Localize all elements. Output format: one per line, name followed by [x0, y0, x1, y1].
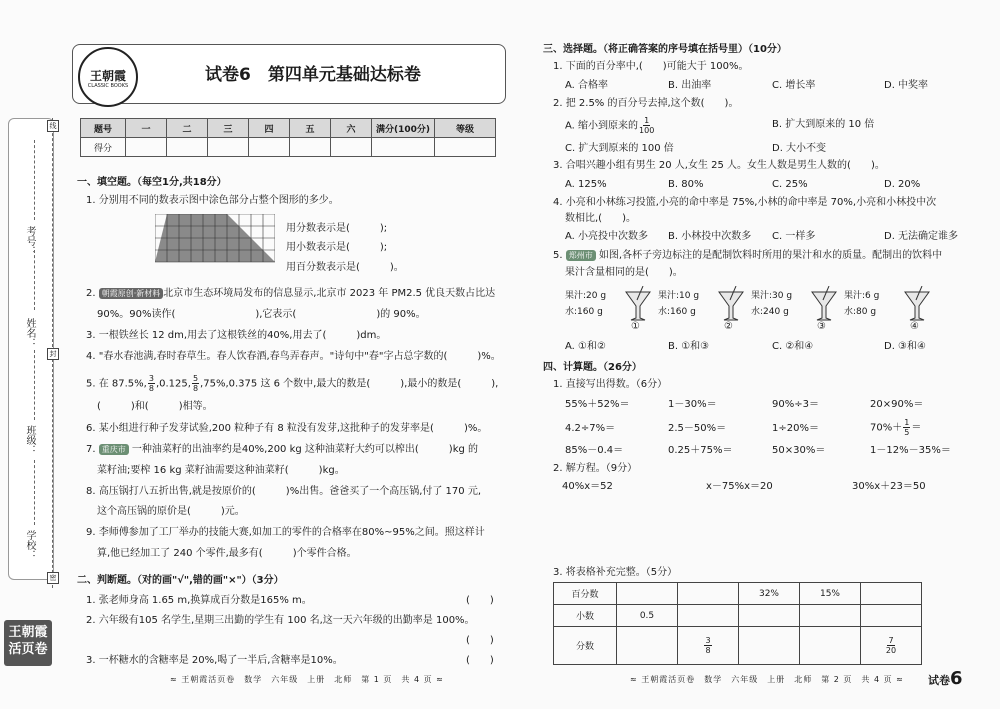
s1-q3: 3. 一根铁丝长 12 dm,用去了这根铁丝的40%,用去了( )dm。	[86, 330, 387, 341]
score-cell[interactable]	[208, 138, 249, 157]
s3-q4-line1: 4. 小亮和小林练习投篮,小亮的命中率是 75%,小林的命中率是 70%,小亮和小林投中次	[553, 197, 937, 208]
s1-q7-line2: 菜籽油;要榨 16 kg 菜籽油需要这种油菜籽( )kg。	[97, 465, 345, 476]
score-cell[interactable]	[167, 138, 208, 157]
score-cell[interactable]	[372, 138, 435, 157]
denominator: 5	[904, 428, 910, 437]
calc-item	[870, 418, 921, 437]
s3-q5-line1: 5. 郑州市 如图,各杯子旁边标注的是配制饮料时所用的果汁和水的质量。配制出的饮料中	[553, 250, 943, 261]
source-badge: 朝霞原创·新材料	[99, 288, 164, 299]
source-badge: 郑州市	[566, 250, 596, 261]
score-cell[interactable]	[249, 138, 290, 157]
table-row-label: 小数	[554, 605, 617, 627]
calc-item: 0.25＋75%＝	[668, 445, 733, 456]
cup-juice-label: 果汁:30 g	[751, 291, 793, 301]
table-cell[interactable]	[739, 605, 800, 627]
calc-item: 20×90%＝	[870, 399, 924, 410]
denominator: 8	[705, 646, 711, 655]
s1-q2-line1: 2. 朝霞原创·新材料 北京市生态环境局发布的信息显示,北京市 2023 年 PM2.5 优良天数占比达	[86, 288, 496, 299]
s1-q7-line1: 7. 重庆市 一种油菜籽的出油率约是40%,200 kg 这种油菜籽大约可以榨出( )kg 的	[86, 444, 479, 455]
s3-q2-option[interactable]: B. 扩大到原来的 10 倍	[772, 119, 875, 130]
cup-number: ②	[724, 321, 733, 332]
cup-juice-label: 果汁:20 g	[565, 291, 607, 301]
s1-q1: 1. 分别用不同的数表示图中涂色部分占整个图形的多少。	[86, 195, 339, 206]
calc-item: 85%－0.4＝	[565, 445, 624, 456]
s3-q2-option[interactable]: C. 扩大到原来的 100 倍	[565, 143, 674, 154]
line-marker: 线	[47, 120, 59, 132]
equation: x－75%x＝20	[706, 481, 773, 492]
s3-q3: 3. 合唱兴趣小组有男生 20 人,女生 25 人。女生人数是男生人数的( )。	[553, 160, 885, 171]
table-cell	[861, 627, 922, 665]
cup-number: ④	[910, 321, 919, 332]
page-title: 试卷6 第四单元基础达标卷	[205, 65, 421, 85]
s3-q5-line2: 果汁含量相同的是( )。	[565, 267, 683, 278]
footer-left: ≈ 王朝霞活页卷 数学 六年级 上册 北师 第 1 页 共 4 页 ≈	[170, 675, 444, 684]
cup-icon	[809, 286, 839, 322]
score-header: 六	[331, 119, 372, 138]
numerator: 5	[192, 374, 199, 383]
seal-marker: 封	[47, 348, 59, 360]
field-exam-number: 考号：	[24, 226, 35, 256]
s2-q3-answer[interactable]: ( )	[466, 655, 494, 666]
s1-q4: 4. "春水春池满,春时春草生。春人饮春酒,春鸟弄春声。"诗句中"春"字占总字数的( )%。	[86, 351, 501, 362]
fraction	[704, 636, 711, 655]
score-table	[80, 118, 496, 157]
score-header: 三	[208, 119, 249, 138]
numerator: 7	[888, 636, 894, 645]
s3-q1-option[interactable]: A. 合格率	[565, 80, 609, 91]
calc-item: 90%÷3＝	[772, 399, 819, 410]
s1-q1-fraction: 用分数表示是( );	[286, 223, 388, 234]
s3-q4-line2: 数相比,( )。	[565, 213, 636, 224]
score-cell[interactable]	[331, 138, 372, 157]
s3-q3-option[interactable]: C. 25%	[772, 179, 808, 190]
section-2-title: 二、判断题。（对的画"√",错的画"×"）（3分）	[77, 575, 284, 586]
s1-q5-text: ,75%,0.375 这 6 个数中,最大的数是( ),最小的数是( ),	[200, 378, 499, 390]
logo-text: 王朝霞	[89, 69, 126, 83]
s3-q4-option[interactable]: A. 小亮投中次数多	[565, 231, 649, 242]
s3-q3-option[interactable]: A. 125%	[565, 179, 607, 190]
cup-water-label: 水:80 g	[844, 307, 877, 317]
calc-item: 1－30%＝	[668, 399, 717, 410]
s2-q2-answer[interactable]: ( )	[466, 635, 494, 646]
score-cell[interactable]	[435, 138, 496, 157]
s1-q2-line2: 90%。90%读作( ),它表示( )的 90%。	[97, 309, 426, 320]
denominator: 100	[639, 126, 655, 135]
table-row-label: 分数	[554, 627, 617, 665]
section-4-title: 四、计算题。（26分）	[543, 362, 642, 373]
numerator: 3	[148, 374, 154, 383]
fraction	[639, 116, 654, 135]
s3-q1: 1. 下面的百分率中,( )可能大于 100%。	[553, 61, 749, 72]
table-cell: 32%	[739, 583, 800, 605]
paper-tag-text: 试卷	[928, 674, 950, 687]
table-cell[interactable]	[739, 627, 800, 665]
s3-q1-option[interactable]: C. 增长率	[772, 80, 816, 91]
s1-q5-line1	[86, 374, 498, 393]
table-row-label: 百分数	[554, 583, 617, 605]
s3-q4-option[interactable]: C. 一样多	[772, 231, 816, 242]
s1-q8-line2: 这个高压锅的原价是( )元。	[97, 506, 245, 517]
blank-line-3	[34, 350, 35, 420]
grid-figure	[155, 214, 275, 274]
source-badge: 重庆市	[99, 444, 129, 455]
blank-line-1	[34, 140, 35, 220]
brand-line-1: 王朝霞	[8, 625, 48, 640]
tear-marker: 密	[47, 572, 59, 584]
table-cell: 0.5	[617, 605, 678, 627]
field-name: 姓名：	[24, 318, 35, 348]
field-school: 学校：	[24, 530, 35, 560]
fraction	[903, 418, 910, 437]
s1-q8-line1: 8. 高压锅打八五折出售,就是按原价的( )%出售。爸爸买了一个高压锅,付了 170 元,	[86, 486, 482, 497]
table-cell: 15%	[800, 583, 861, 605]
calc-item: 55%＋52%＝	[565, 399, 630, 410]
logo-subtext: CLASSIC BOOKS	[87, 83, 129, 89]
score-header: 五	[290, 119, 331, 138]
cup-icon	[902, 286, 932, 322]
s4-sub2: 2. 解方程。（9分）	[553, 463, 638, 474]
blank-line-2	[34, 250, 35, 310]
denominator: 20	[885, 646, 897, 655]
s1-q6: 6. 某小组进行种子发芽试验,200 粒种子有 8 粒没有发芽,这批种子的发芽率是( )%。	[86, 423, 488, 434]
numerator: 1	[644, 116, 650, 125]
score-cell[interactable]	[126, 138, 167, 157]
s1-q5-line2: ( )和( )相等。	[97, 401, 213, 412]
table-cell[interactable]	[678, 583, 739, 605]
calc-item: 50×30%＝	[772, 445, 826, 456]
score-header: 等级	[435, 119, 496, 138]
numerator: 3	[705, 636, 711, 645]
s2-q2: 2. 六年级有105 名学生,星期三出勤的学生有 100 名,这一天六年级的出勤率是 100%。	[86, 615, 475, 626]
s3-q2-option[interactable]	[565, 116, 655, 135]
fraction	[886, 636, 896, 655]
field-class: 班级：	[24, 425, 35, 455]
paper-tag-number: 6	[950, 668, 963, 689]
table-cell[interactable]	[678, 605, 739, 627]
s3-q4-option[interactable]: B. 小林投中次数多	[668, 231, 752, 242]
equation: 30%x＋23＝50	[852, 481, 926, 492]
score-row-label: 得分	[81, 138, 126, 157]
calc-item: 1÷20%＝	[772, 423, 819, 434]
calc-item: 4.2÷7%＝	[565, 423, 616, 434]
numerator: 1	[904, 418, 910, 427]
cup-juice-label: 果汁:6 g	[844, 291, 880, 301]
complete-table	[553, 582, 922, 665]
blank-line-4	[34, 460, 35, 525]
s3-q2-a-text: A. 缩小到原来的	[565, 120, 639, 132]
table-cell[interactable]	[617, 583, 678, 605]
denominator: 8	[148, 384, 154, 393]
cup-number: ③	[817, 321, 826, 332]
score-cell[interactable]	[290, 138, 331, 157]
s3-q2-option[interactable]: D. 大小不变	[772, 143, 827, 154]
s1-q1-decimal: 用小数表示是( );	[286, 242, 388, 253]
score-header: 题号	[81, 119, 126, 138]
s1-q7-text: 一种油菜籽的出油率约是40%,200 kg 这种油菜籽大约可以榨出( )kg 的	[131, 444, 479, 455]
table-cell[interactable]	[617, 627, 678, 665]
s1-q5-text: ,0.125,	[155, 378, 191, 390]
calc-item: 1－12%－35%＝	[870, 445, 951, 456]
footer-right: ≈ 王朝霞活页卷 数学 六年级 上册 北师 第 2 页 共 4 页 ≈	[630, 675, 904, 684]
s3-q5-option[interactable]: D. ③和④	[884, 341, 926, 352]
table-cell	[678, 627, 739, 665]
s4-sub3: 3. 将表格补充完整。（5分）	[553, 567, 678, 578]
s3-q5-option[interactable]: C. ②和④	[772, 341, 814, 352]
s3-q3-option[interactable]: B. 80%	[668, 179, 704, 190]
score-header: 一	[126, 119, 167, 138]
table-cell[interactable]	[861, 605, 922, 627]
calc-text: 70%＋	[870, 422, 903, 434]
cup-water-label: 水:160 g	[565, 307, 603, 317]
s2-q1: 1. 张老师身高 1.65 m,换算成百分数是165% m。	[86, 595, 312, 606]
s3-q1-option[interactable]: D. 中奖率	[884, 80, 929, 91]
calc-item: 2.5－50%＝	[668, 423, 727, 434]
s1-q1-percent: 用百分数表示是( )。	[286, 262, 404, 273]
calc-text: ＝	[911, 422, 922, 434]
score-header: 满分(100分)	[372, 119, 435, 138]
brand-tag	[4, 620, 52, 666]
s1-q9-line2: 算,他已经加工了 240 个零件,最多有( )个零件合格。	[97, 548, 357, 559]
s1-q5-text: 5. 在 87.5%,	[86, 378, 147, 390]
section-3-title: 三、选择题。（将正确答案的序号填在括号里）（10分）	[543, 44, 787, 55]
table-cell[interactable]	[800, 627, 861, 665]
cup-number: ①	[631, 321, 640, 332]
s3-q5-option[interactable]: B. ①和③	[668, 341, 710, 352]
s3-q1-option[interactable]: B. 出油率	[668, 80, 712, 91]
cup-water-label: 水:160 g	[658, 307, 696, 317]
denominator: 8	[192, 384, 199, 393]
cup-water-label: 水:240 g	[751, 307, 789, 317]
s1-q2-text: 北京市生态环境局发布的信息显示,北京市 2023 年 PM2.5 优良天数占比达	[163, 288, 496, 299]
s3-q3-option[interactable]: D. 20%	[884, 179, 921, 190]
s4-sub1: 1. 直接写出得数。（6分）	[553, 379, 668, 390]
score-header: 二	[167, 119, 208, 138]
paper-tag	[928, 668, 963, 689]
fraction	[192, 374, 199, 393]
fraction	[148, 374, 155, 393]
cup-juice-label: 果汁:10 g	[658, 291, 700, 301]
equation: 40%x＝52	[562, 481, 613, 492]
s3-q5-text: 如图,各杯子旁边标注的是配制饮料时所用的果汁和水的质量。配制出的饮料中	[598, 250, 943, 261]
table-cell[interactable]	[861, 583, 922, 605]
cup-icon	[623, 286, 653, 322]
s2-q1-answer[interactable]: ( )	[466, 595, 494, 606]
s3-q2: 2. 把 2.5% 的百分号去掉,这个数( )。	[553, 98, 739, 109]
score-header: 四	[249, 119, 290, 138]
s2-q3: 3. 一杯糖水的含糖率是 20%,喝了一半后,含糖率是10%。	[86, 655, 343, 666]
table-cell[interactable]	[800, 605, 861, 627]
cup-icon	[716, 286, 746, 322]
s3-q5-option[interactable]: A. ①和②	[565, 341, 606, 352]
logo	[78, 47, 138, 107]
s3-q4-option[interactable]: D. 无法确定谁多	[884, 231, 959, 242]
section-1-title: 一、填空题。（每空1分,共18分）	[77, 177, 227, 188]
s1-q9-line1: 9. 李师傅参加了工厂举办的技能大赛,如加工的零件的合格率在80%~95%之间。照这样计	[86, 527, 485, 538]
brand-line-2: 活页卷	[8, 642, 48, 657]
